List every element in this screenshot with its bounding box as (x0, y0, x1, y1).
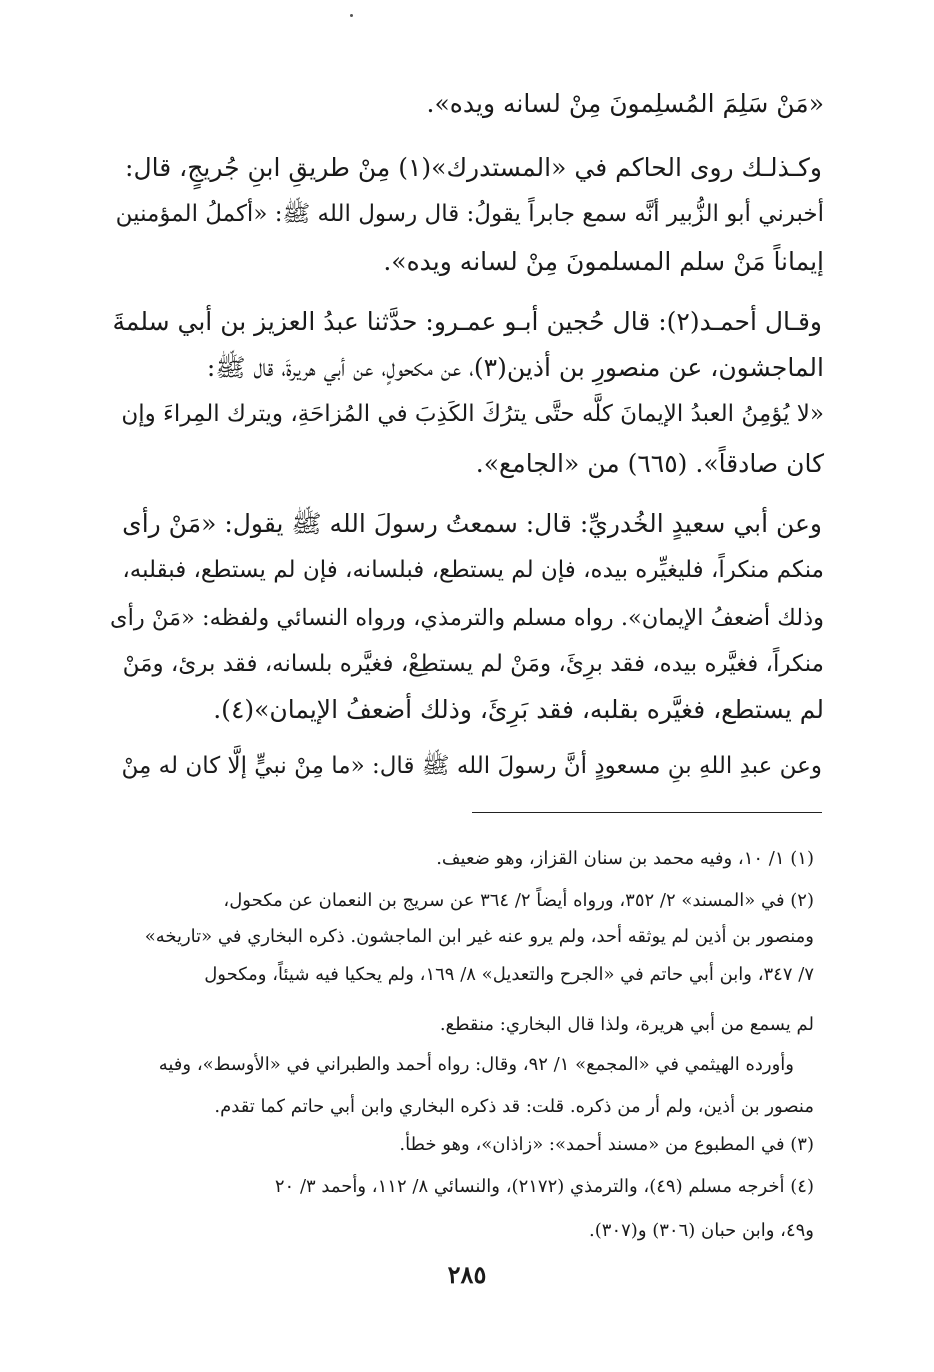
scan-speck (350, 14, 353, 17)
footnote-line: (٤) أخرجه مسلم (٤٩)، والترمذي (٢١٧٢)، والنسائي ٨/ ١١٢، وأحمد ٣/ ٢٠ (274, 1176, 814, 1197)
footnote-line: و٤٩، وابن حبان (٣٠٦) و(٣٠٧). (589, 1220, 814, 1241)
text-line: أخبرني أبو الزُّبير أنَّه سمع جابراً يقولُ: قال رسول الله ﷺ: «أكملُ المؤمنين (115, 201, 824, 227)
text-line: وكـذلـك روى الحاكم في «المستدرك»(١) مِنْ طريقِ ابنِ جُريجٍ، قال: (125, 153, 822, 182)
text-line: وعن عبدِ اللهِ بنِ مسعودٍ أنَّ رسولَ الله ﷺ قال: «ما مِنْ نبيٍّ إلَّا كان له مِنْ (121, 753, 822, 779)
footnote-line: (١) ١/ ١٠، وفيه محمد بن سنان القزاز، وهو ضعيف. (436, 848, 814, 869)
footnote-line: ومنصور بن أذين لم يوثقه أحد، ولم يرو عنه غير ابن الماجشون. ذكره البخاري في «تاريخه» (144, 926, 814, 947)
text-line: «مَنْ سَلِمَ المُسلِمونَ مِنْ لسانه ويده». (426, 89, 824, 118)
footnote-line: ٧/ ٣٤٧، وابن أبي حاتم في «الجرح والتعديل» ٨/ ١٦٩، ولم يحكيا فيه شيئاً، ومكحول (204, 964, 814, 985)
text-line: منكم منكراً، فليغيِّره بيده، فإن لم يستطع، فبلسانه، فإن لم يستطع، فبقلبه، (122, 557, 824, 583)
text-line: الماجشون، عن منصورِ بن أذين(٣)، عن مكحولٍ، عن أبي هريرةَ، قال ﷺ: (206, 353, 824, 382)
text-line: لم يستطع، فغيَّره بقلبه، فقد بَرِئَ، وذلك أضعفُ الإيمان»(٤). (213, 695, 824, 724)
text-line: منكراً، فغيَّره بيده، فقد برِئَ، ومَنْ لم يستطِعْ، فغيَّره بلسانه، فقد برئ، ومَنْ (122, 651, 824, 677)
text-line: وقـال أحمـد(٢): قال حُجين أبـو عمـرو: حدَّثنا عبدُ العزيز بن أبي سلمةَ (112, 307, 822, 336)
text-line: وعن أبي سعيدٍ الخُدريِّ: قال: سمعتُ رسولَ الله ﷺ يقول: «مَنْ رأى (122, 509, 822, 538)
footnote-separator (472, 812, 822, 813)
footnote-line: منصور بن أذين، ولم أر من ذكره. قلت: قد ذكره البخاري وابن أبي حاتم كما تقدم. (214, 1096, 814, 1117)
text-line: إيماناً مَنْ سلم المسلمونَ مِنْ لسانه ويده». (383, 247, 824, 276)
text-line: وذلك أضعفُ الإيمان». رواه مسلم والترمذي، ورواه النسائي ولفظه: «مَنْ رأى (110, 605, 824, 631)
footnote-line: (٢) في «المسند» ٢/ ٣٥٢، ورواه أيضاً ٢/ ٣٦٤ عن سريج بن النعمان عن مكحول، (223, 890, 814, 911)
text-line: كان صادقاً». (٦٦٥) من «الجامع». (475, 449, 824, 478)
footnote-line: لم يسمع من أبي هريرة، ولذا قال البخاري: منقطع. (439, 1014, 814, 1035)
page-number: ٢٨٥ (447, 1260, 487, 1289)
text-line: «لا يُؤمِنُ العبدُ الإيمانَ كلَّه حتَّى يترُكَ الكَذِبَ في المُزاحَةِ، ويترك المِراءَ وإن (121, 401, 824, 427)
footnote-line: وأورده الهيثمي في «المجمع» ١/ ٩٢، وقال: رواه أحمد والطبراني في «الأوسط»، وفيه (158, 1054, 794, 1075)
footnote-line: (٣) في المطبوع من «مسند أحمد»: «زاذان»، وهو خطأ. (399, 1134, 814, 1155)
